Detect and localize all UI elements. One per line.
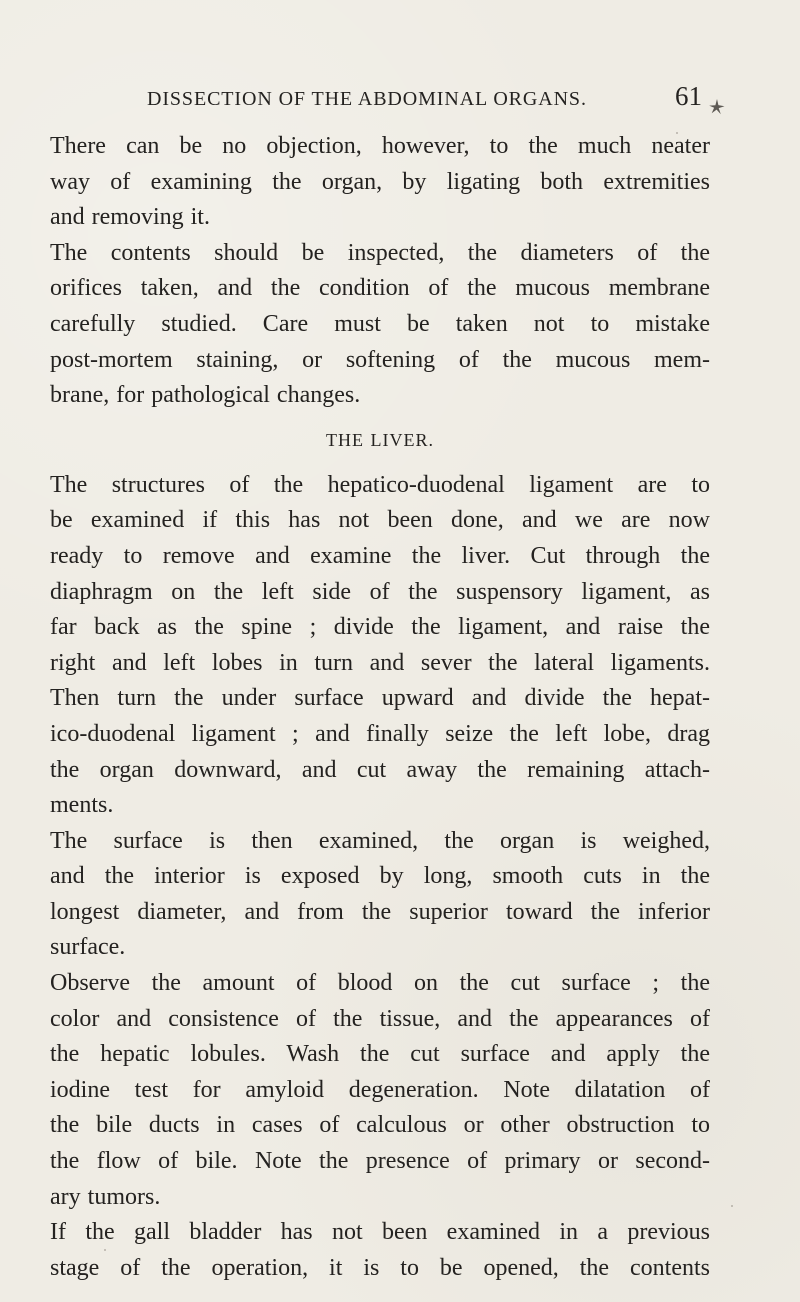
text-line: way of examining the organ, by ligating both extremities <box>50 168 710 195</box>
text-line: brane, for pathological changes. <box>50 382 361 409</box>
text-line: and removing it. <box>50 204 210 231</box>
text-line: The surface is then examined, the organ is weighed, <box>50 827 710 854</box>
running-head <box>0 83 800 123</box>
text-line: stage of the operation, it is to be opened, the contents <box>50 1254 710 1281</box>
text-line: Then turn the under surface upward and divide the hepat- <box>50 685 710 712</box>
text-line: be examined if this has not been done, and we are now <box>50 507 710 534</box>
text-line: ments. <box>50 792 114 819</box>
section-heading: THE LIVER. <box>326 429 434 450</box>
text-line: diaphragm on the left side of the suspensory ligament, as <box>50 578 710 605</box>
running-head-title: DISSECTION OF THE ABDOMINAL ORGANS. <box>147 88 587 110</box>
text-line: iodine test for amyloid degeneration. Note dilatation of <box>50 1076 710 1103</box>
text-line: orifices taken, and the condition of the mucous membrane <box>50 275 710 302</box>
text-line: right and left lobes in turn and sever the lateral ligaments. <box>50 649 710 676</box>
text-line: carefully studied. Care must be taken not to mistake <box>50 310 710 337</box>
paper-speck <box>104 1249 106 1251</box>
text-line: post-mortem staining, or softening of the mucous mem- <box>50 346 710 373</box>
text-line: ico-duodenal ligament ; and finally seize the left lobe, drag <box>50 720 710 747</box>
text-line: and the interior is exposed by long, smooth cuts in the <box>50 863 710 890</box>
paper-speck <box>731 1205 733 1207</box>
text-line: Observe the amount of blood on the cut surface ; the <box>50 970 710 997</box>
page-number: 61 <box>675 81 702 111</box>
text-line: far back as the spine ; divide the ligament, and raise the <box>50 614 710 641</box>
text-line: the flow of bile. Note the presence of primary or second- <box>50 1148 710 1175</box>
text-line: There can be no objection, however, to the much neater <box>50 133 710 159</box>
text-line: The structures of the hepatico-duodenal ligament are to <box>50 471 710 498</box>
text-line: If the gall bladder has not been examined in a previous <box>50 1219 710 1246</box>
text-line: the bile ducts in cases of calculous or other obstruction to <box>50 1112 710 1139</box>
text-line: longest diameter, and from the superior toward the inferior <box>50 898 710 925</box>
asterisk-mark-icon <box>708 98 726 116</box>
text-line: ary tumors. <box>50 1183 161 1210</box>
text-line: the hepatic lobules. Wash the cut surface and apply the <box>50 1041 710 1068</box>
text-line: the organ downward, and cut away the remaining attach- <box>50 756 710 783</box>
paper-speck <box>676 132 678 134</box>
text-line: surface. <box>50 934 126 961</box>
text-line: The contents should be inspected, the diameters of the <box>50 239 710 266</box>
text-line: ready to remove and examine the liver. Cut through the <box>50 542 710 569</box>
body-text <box>50 129 710 1286</box>
text-line: color and consistence of the tissue, and the appearances of <box>50 1005 710 1032</box>
